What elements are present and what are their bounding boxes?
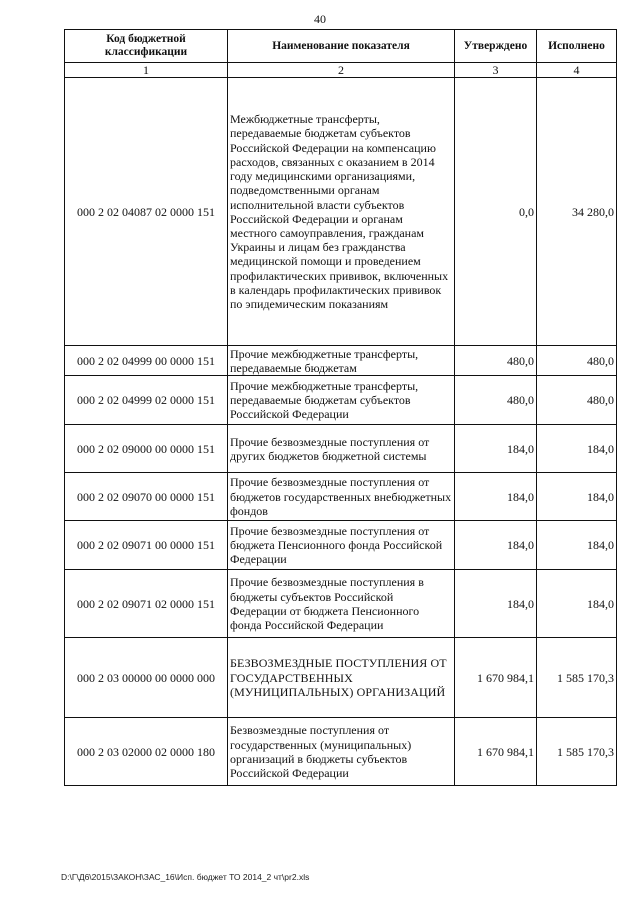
table-row	[65, 346, 617, 376]
column-number: 3	[455, 63, 537, 78]
file-path-footer: D:\Г\Д6\2015\ЗАКОН\ЗАС_16\Исп. бюджет ТО 2014_2 чт\pr2.xls	[61, 872, 310, 882]
row-executed: 184,0	[537, 521, 617, 570]
row-executed: 184,0	[537, 425, 617, 473]
table-row	[65, 718, 617, 786]
row-executed: 480,0	[537, 346, 617, 376]
table-row	[65, 473, 617, 521]
row-name: Прочие межбюджетные трансферты, передаваемые бюджетам субъектов Российской Федерации	[228, 376, 455, 425]
row-code: 000 2 02 09071 00 0000 151	[65, 521, 228, 570]
row-name: Прочие безвозмездные поступления в бюджеты субъектов Российской Федерации от бюджета Пенсионного фонда Российской Федерации	[228, 570, 455, 638]
header-row	[65, 30, 617, 63]
row-approved: 1 670 984,1	[455, 718, 537, 786]
row-code: 000 2 02 09000 00 0000 151	[65, 425, 228, 473]
header-executed: Исполнено	[537, 30, 617, 63]
row-code: 000 2 02 09071 02 0000 151	[65, 570, 228, 638]
header-approved: Утверждено	[455, 30, 537, 63]
row-executed: 184,0	[537, 570, 617, 638]
row-approved: 184,0	[455, 473, 537, 521]
row-approved: 184,0	[455, 570, 537, 638]
row-approved: 0,0	[455, 78, 537, 346]
row-approved: 480,0	[455, 376, 537, 425]
row-code: 000 2 02 04999 02 0000 151	[65, 376, 228, 425]
column-number: 2	[228, 63, 455, 78]
row-name: Безвозмездные поступления от государственных (муниципальных) организаций в бюджеты субъектов Российской Федерации	[228, 718, 455, 786]
column-number: 4	[537, 63, 617, 78]
row-executed: 1 585 170,3	[537, 718, 617, 786]
row-approved: 1 670 984,1	[455, 638, 537, 718]
header-name: Наименование показателя	[228, 30, 455, 63]
row-code: 000 2 03 00000 00 0000 000	[65, 638, 228, 718]
row-executed: 184,0	[537, 473, 617, 521]
row-approved: 480,0	[455, 346, 537, 376]
table-row	[65, 521, 617, 570]
row-name: БЕЗВОЗМЕЗДНЫЕ ПОСТУПЛЕНИЯ ОТ ГОСУДАРСТВЕННЫХ (МУНИЦИПАЛЬНЫХ) ОРГАНИЗАЦИЙ	[228, 638, 455, 718]
table-row	[65, 570, 617, 638]
table-row	[65, 425, 617, 473]
row-name: Прочие безвозмездные поступления от бюджетов государственных внебюджетных фондов	[228, 473, 455, 521]
row-name: Прочие безвозмездные поступления от бюджета Пенсионного фонда Российской Федерации	[228, 521, 455, 570]
row-executed: 1 585 170,3	[537, 638, 617, 718]
row-name: Прочие межбюджетные трансферты, передаваемые бюджетам	[228, 346, 455, 376]
row-executed: 480,0	[537, 376, 617, 425]
row-code: 000 2 02 04999 00 0000 151	[65, 346, 228, 376]
row-approved: 184,0	[455, 425, 537, 473]
row-name: Прочие безвозмездные поступления от других бюджетов бюджетной системы	[228, 425, 455, 473]
row-code: 000 2 02 04087 02 0000 151	[65, 78, 228, 346]
row-approved: 184,0	[455, 521, 537, 570]
table-row	[65, 376, 617, 425]
column-number-row	[65, 63, 617, 78]
page-number: 40	[314, 12, 326, 26]
table-row	[65, 638, 617, 718]
row-name: Межбюджетные трансферты, передаваемые бюджетам субъектов Российской Федерации на компенсацию расходов, связанных с оказанием в 2014 году медицинскими организациями, подведомственными органам исполнительной власти субъектов Российской Федерации и органам местного самоуправления, гражданам Украины и лицам без гражданства медицинской помощи и проведением профилактических прививок, включенных в календарь профилактических прививок по эпидемическим показаниям	[228, 78, 455, 346]
budget-table	[64, 29, 617, 786]
column-number: 1	[65, 63, 228, 78]
table-row	[65, 78, 617, 346]
row-code: 000 2 03 02000 02 0000 180	[65, 718, 228, 786]
row-code: 000 2 02 09070 00 0000 151	[65, 473, 228, 521]
header-code: Код бюджетной классификации	[65, 30, 228, 63]
row-executed: 34 280,0	[537, 78, 617, 346]
